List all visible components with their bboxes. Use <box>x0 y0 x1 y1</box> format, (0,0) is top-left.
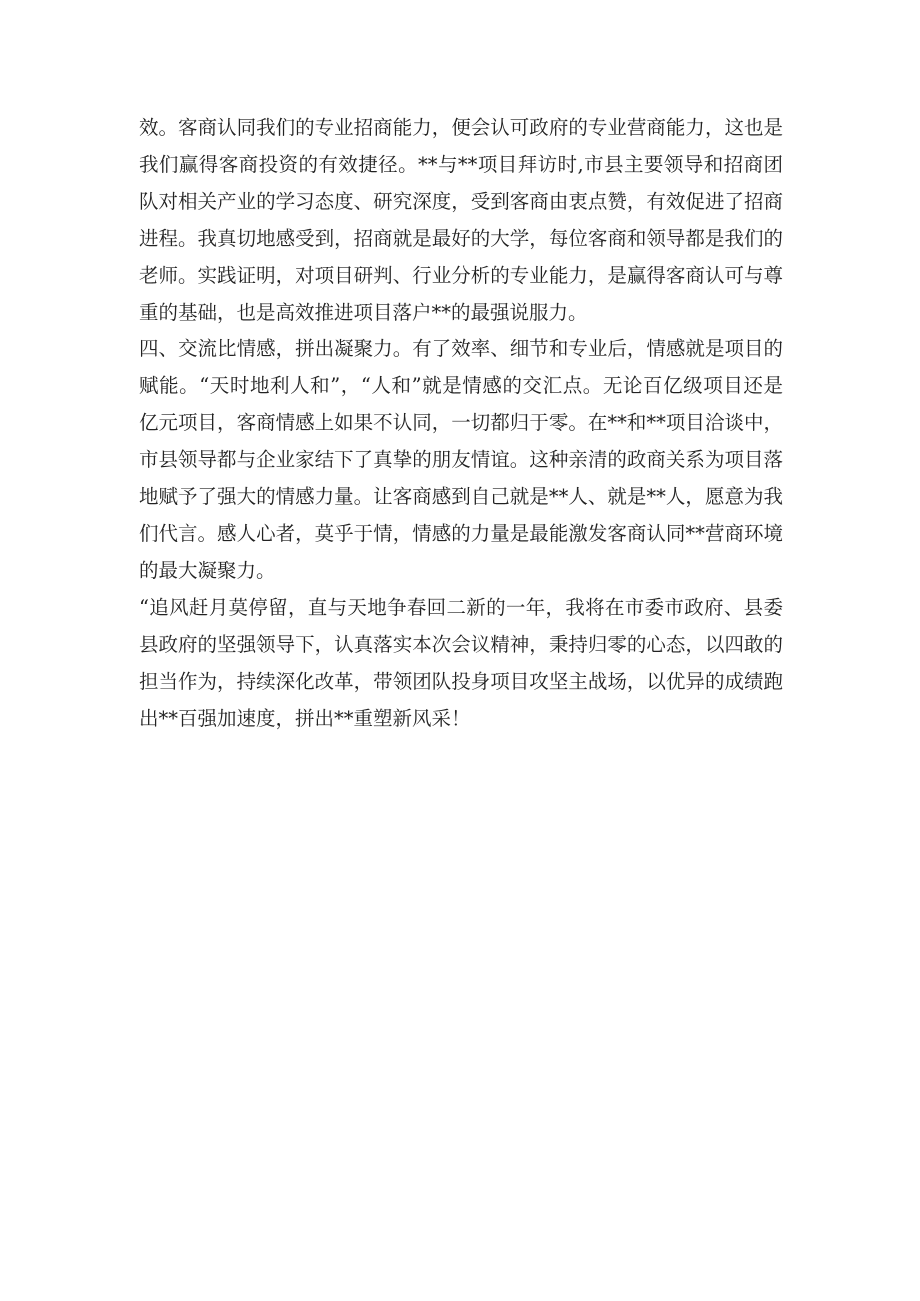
paragraph-emotion-cohesion: 四、交流比情感，拼出凝聚力。有了效率、细节和专业后，情感就是项目的赋能。“天时地利人和”，“人和”就是情感的交汇点。无论百亿级项目还是亿元项目，客商情感上如果不认同，一切都归于零。在**和**项目洽谈中，市县领导都与企业家结下了真挚的朋友情谊。这种亲清的政商关系为项目落地赋予了强大的情感力量。让客商感到自己就是**人、就是**人，愿意为我们代言。感人心者，莫乎于情，情感的力量是最能激发客商认同**营商环境的最大凝聚力。 <box>139 337 783 582</box>
paragraph-closing: “追风赶月莫停留，直与天地争春回二新的一年，我将在市委市政府、县委县政府的坚强领导下，认真落实本次会议精神，秉持归零的心态，以四敢的担当作为，持续深化改革，带领团队投身项目攻坚主战场，以优异的成绩跑出**百强加速度，拼出**重塑新风采！ <box>139 595 783 730</box>
document-body <box>139 110 783 737</box>
paragraph-professional-ability: 效。客商认同我们的专业招商能力，便会认可政府的专业营商能力，这也是我们赢得客商投资的有效捷径。**与**项目拜访时,市县主要领导和招商团队对相关产业的学习态度、研究深度，受到客商由衷点赞，有效促进了招商进程。我真切地感受到，招商就是最好的大学，每位客商和领导都是我们的老师。实践证明，对项目研判、行业分析的专业能力，是赢得客商认可与尊重的基础，也是高效推进项目落户**的最强说服力。 <box>139 116 783 324</box>
